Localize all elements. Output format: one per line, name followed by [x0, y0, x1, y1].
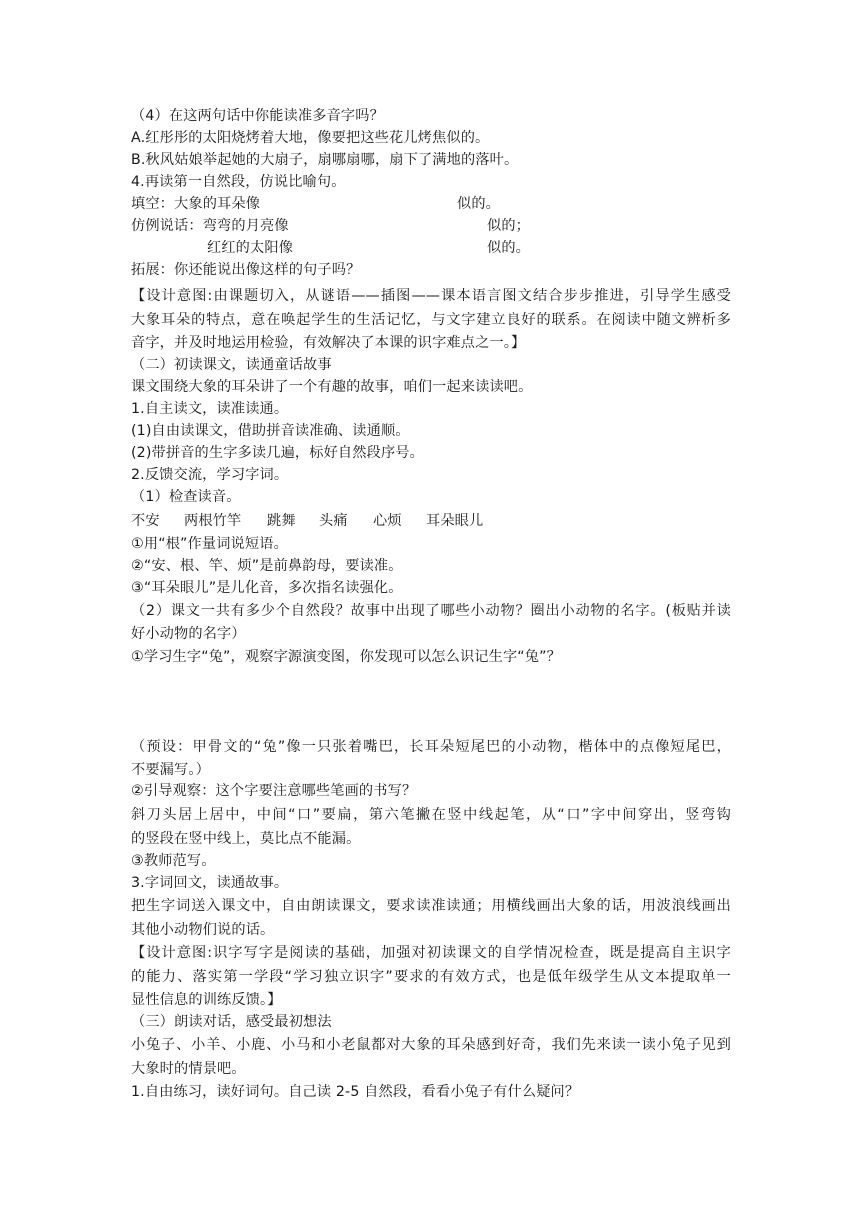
step-3-line-2: 其他小动物们说的话。 — [131, 922, 275, 938]
stroke-note-line-2: 的竖段在竖中线上，莫比点不能漏。 — [131, 831, 361, 847]
section-3-intro-line-2: 大象时的情景吧。 — [131, 1061, 246, 1077]
section-3-intro-line-1: 小兔子、小羊、小鹿、小马和小老鼠都对大象的耳朵感到好奇，我们先来读一读小兔子见到 — [131, 1037, 731, 1053]
step-3-title: 3.字词回文，读通故事。 — [131, 875, 289, 891]
step-2-title: 2.反馈交流，学习字词。 — [131, 467, 289, 483]
check-pronunciation: （1）检查读音。 — [131, 489, 241, 505]
word-item: 耳朵眼儿 — [426, 513, 484, 529]
word-item: 不安 — [131, 513, 160, 529]
section-2-intro: 课文围绕大象的耳朵讲了一个有趣的故事，咱们一起来读读吧。 — [131, 379, 533, 395]
sentence-a: A.红彤彤的太阳烧烤着大地，像要把这些花儿烤焦似的。 — [131, 130, 490, 146]
design-intent-2-line-1: 【设计意图:识字写字是阅读的基础，加强对初读课文的自学情况检查，既是提高自主识字 — [131, 945, 731, 961]
note-1: ①用“根”作量词说短语。 — [131, 536, 288, 552]
imitation-line-1 — [131, 215, 731, 237]
preset-line-2: 不要漏写。） — [131, 762, 210, 778]
fill-in-line — [131, 193, 731, 215]
imitation-prompt-2: 红红的太阳像 — [207, 240, 294, 256]
step-1-item-1: (1)自由读课文，借助拼音读准确、读通顺。 — [131, 423, 410, 439]
word-item: 两根竹竿 — [184, 513, 242, 529]
extension-line: 拓展：你还能说出像这样的句子吗？ — [131, 262, 361, 278]
imitation-suffix-2: 似的。 — [487, 240, 531, 256]
step-1-practice: 1.自由练习，读好词句。自己读 2-5 自然段，看看小兔子有什么疑问？ — [131, 1084, 580, 1100]
imitation-suffix-1: 似的； — [487, 218, 531, 234]
design-intent-2-line-2: 的能力、落实第一学段“学习独立识字”要求的有效方式，也是低年级学生从文本提取单一 — [131, 969, 731, 985]
guide-observe: ②引导观察：这个字要注意哪些笔画的书写？ — [131, 783, 417, 799]
preset-line-1: （预设：甲骨文的“兔”像一只张着嘴巴，长耳朵短尾巴的小动物，楷体中的点像短尾巴， — [131, 739, 731, 755]
teacher-demo: ③教师范写。 — [131, 853, 216, 869]
fill-in-suffix: 似的。 — [457, 196, 501, 212]
imitation-prompt-1: 仿例说话：弯弯的月亮像 — [131, 218, 289, 234]
fill-in-prompt: 填空：大象的耳朵像 — [131, 196, 261, 212]
question-4: （4）在这两句话中你能读准多音字吗？ — [131, 108, 384, 124]
word-item: 心烦 — [373, 513, 402, 529]
section-3-heading: （三）朗读对话，感受最初想法 — [131, 1014, 332, 1030]
design-intent-2-line-3: 显性信息的训练反馈。】 — [131, 992, 282, 1008]
stroke-note-line-1: 斜刀头居上居中，中间“口”要扁，第六笔撇在竖中线起笔，从“口”字中间穿出，竖弯钩 — [131, 807, 731, 823]
section-2-heading: （二）初读课文，读通童话故事 — [131, 357, 332, 373]
step-1-title: 1.自主读文，读准读通。 — [131, 401, 289, 417]
learn-character: ①学习生字“兔”，观察字源演变图，你发现可以怎么识记生字“兔”？ — [131, 649, 561, 665]
sentence-b: B.秋风姑娘举起她的大扇子，扇哪扇哪，扇下了满地的落叶。 — [131, 152, 519, 168]
question-2-line-2: 好小动物的名字） — [131, 626, 246, 642]
step-4-title: 4.再读第一自然段，仿说比喻句。 — [131, 174, 346, 190]
design-intent-1-line-1: 【设计意图:由课题切入，从谜语——插图——课本语言图文结合步步推进，引导学生感受 — [131, 288, 731, 304]
design-intent-1-line-2: 大象耳朵的特点，意在唤起学生的生活记忆，与文字建立良好的联系。在阅读中随文辨析多 — [131, 312, 731, 328]
design-intent-1-line-3: 音字，并及时地运用检验，有效解决了本课的识字难点之一。】 — [131, 335, 526, 351]
question-2-line-1: （2）课文一共有多少个自然段？故事中出现了哪些小动物？圈出小动物的名字。(板贴并读 — [131, 603, 731, 619]
word-item: 头痛 — [319, 513, 348, 529]
step-3-line-1: 把生字词送入课文中，自由朗读课文，要求读准读通；用横线画出大象的话，用波浪线画出 — [131, 898, 731, 914]
note-2: ②“安、根、竿、烦”是前鼻韵母，要读准。 — [131, 558, 403, 574]
imitation-line-2 — [131, 237, 731, 259]
note-3: ③“耳朵眼儿”是儿化音，多次指名读强化。 — [131, 580, 403, 596]
word-item: 跳舞 — [267, 513, 296, 529]
step-1-item-2: (2)带拼音的生字多读几遍，标好自然段序号。 — [131, 445, 424, 461]
